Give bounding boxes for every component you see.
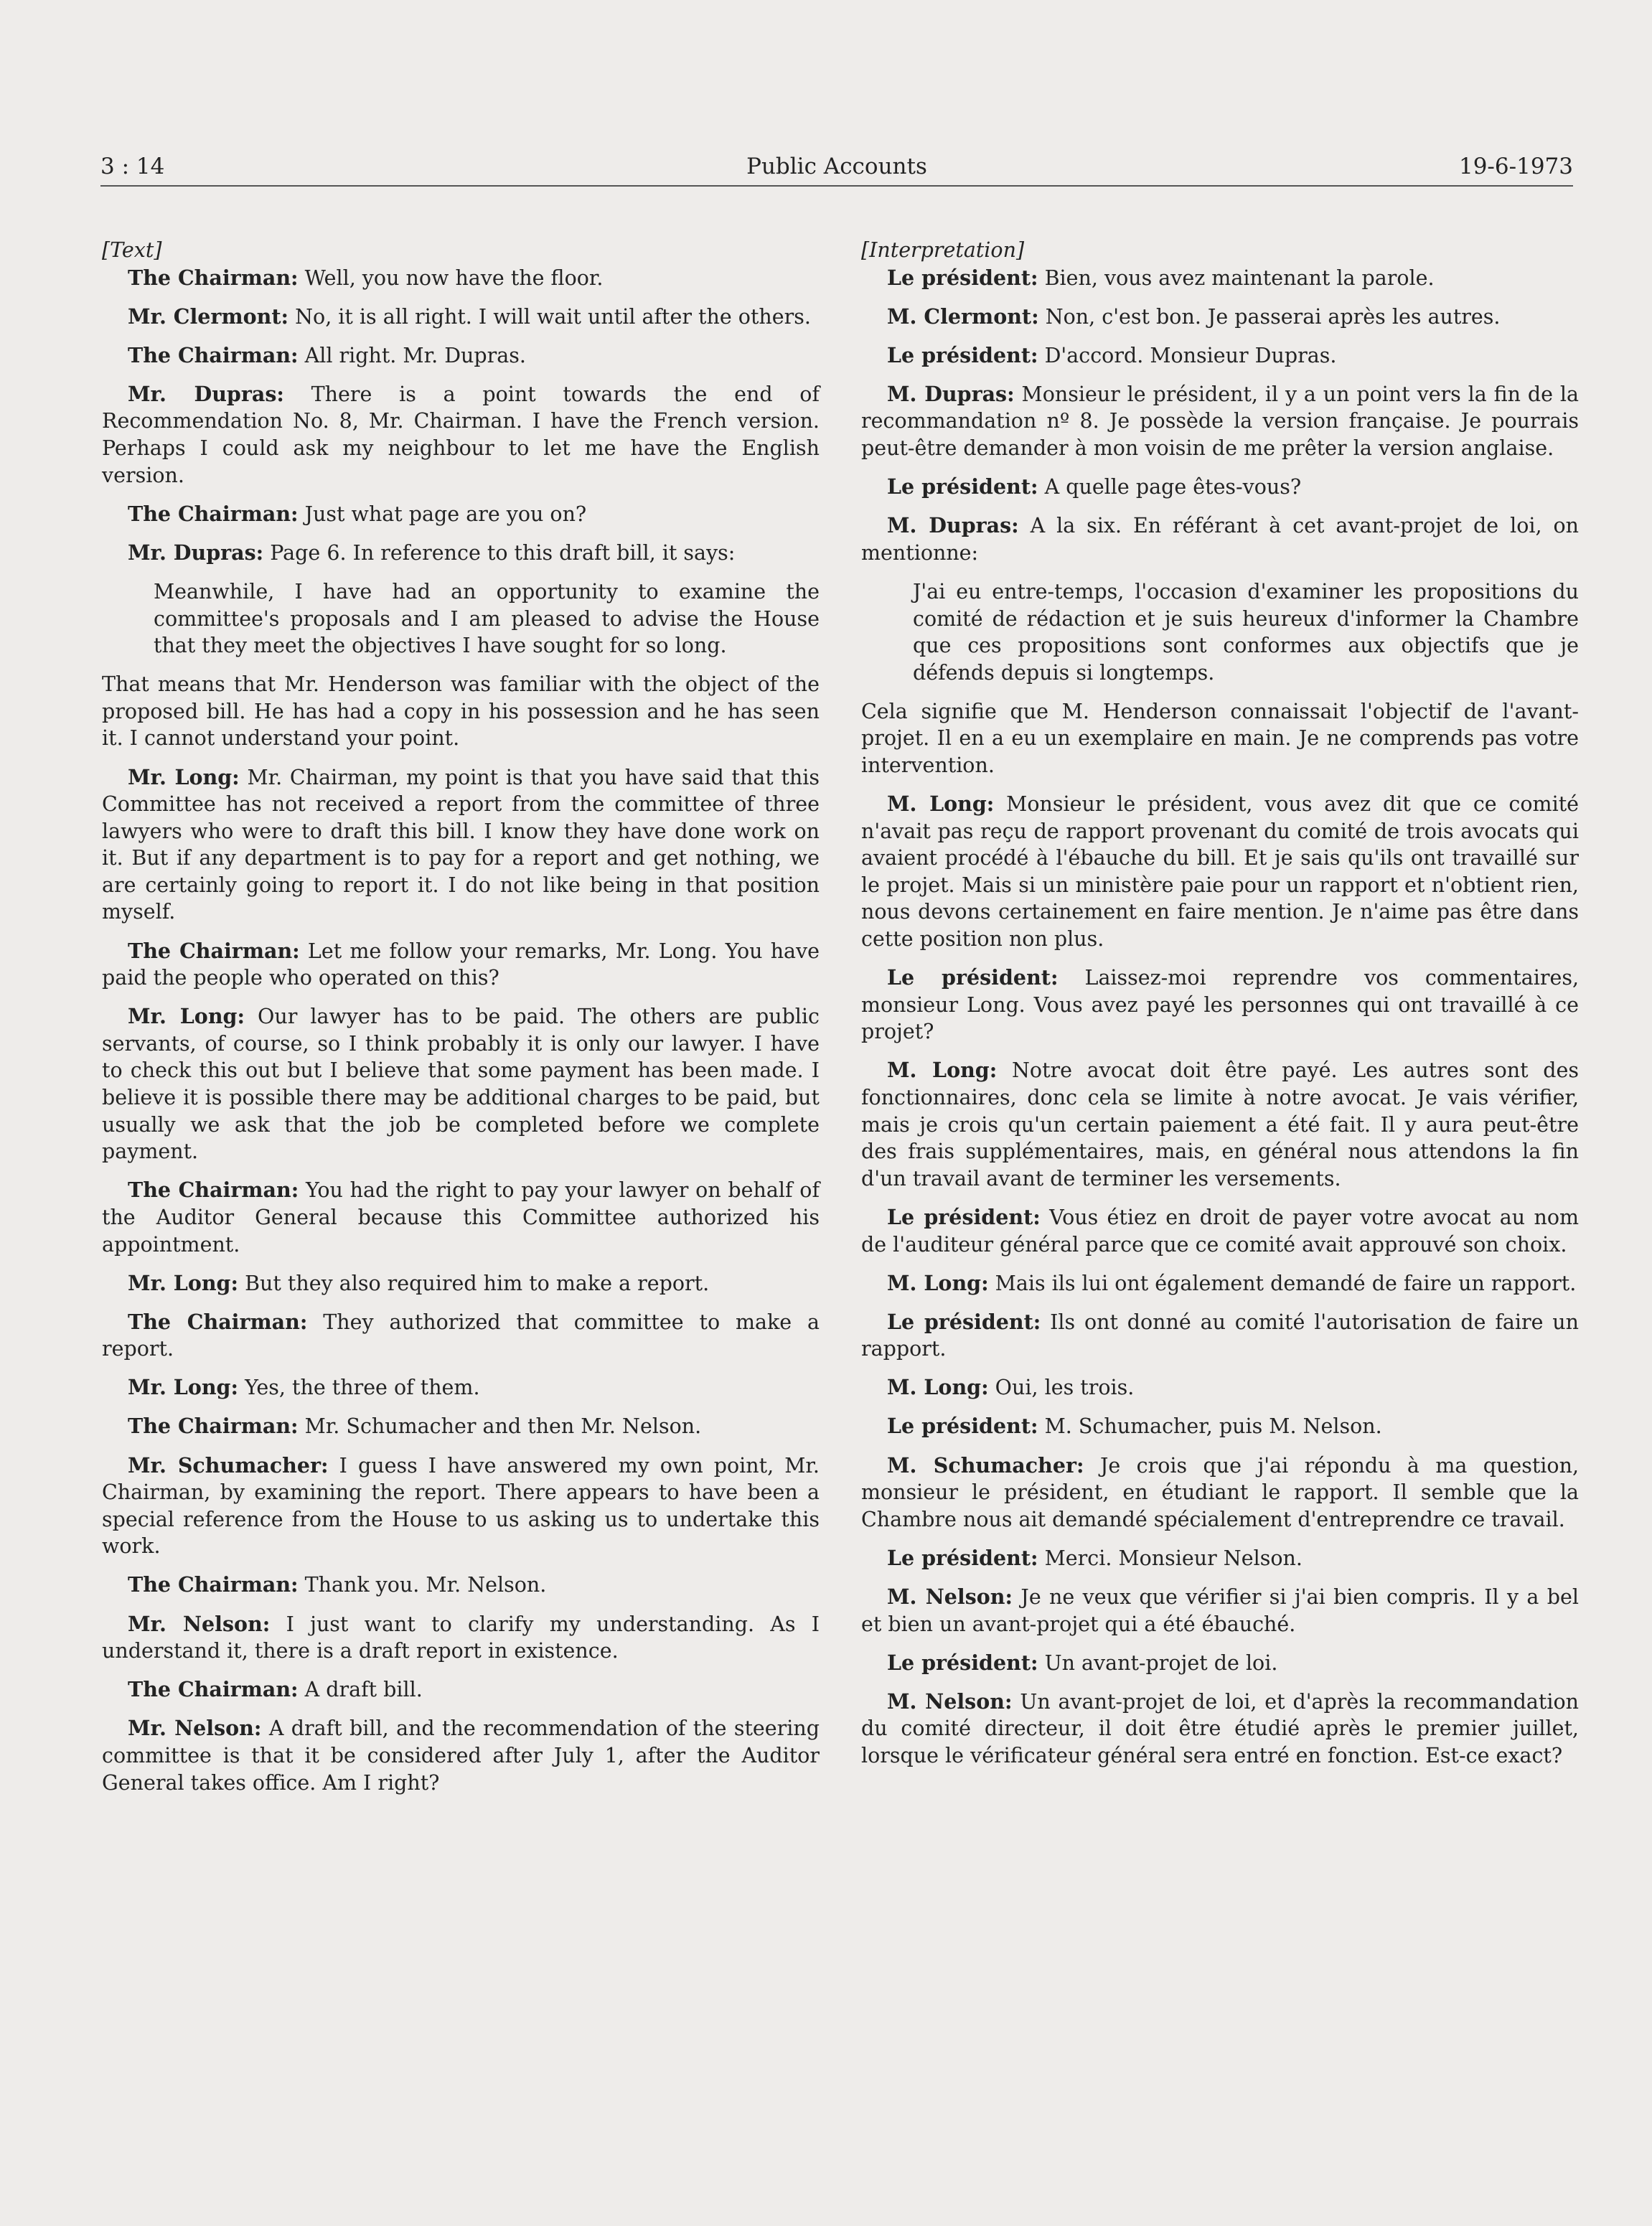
speaker-name: M. Nelson: (887, 1689, 1013, 1714)
speech-paragraph (102, 304, 820, 331)
speech-text: Let me follow your remarks, Mr. Long. You have paid the people who operated on this? (102, 939, 820, 990)
speech-text: Thank you. Mr. Nelson. (304, 1573, 547, 1597)
speech-text: Notre avocat doit être payé. Les autres sont des fonctionnaires, donc cela se limite à notre avocat. Je vais vérifier, mais je crois qu'un certain paiement a été fait. Il y aura peut-être des frais supplémentaires, mais, en général nous attendons la fin d'un travail avant de terminer les versements. (861, 1058, 1580, 1191)
speech-text: Well, you now have the floor. (304, 266, 604, 290)
speaker-name: M. Nelson: (887, 1584, 1013, 1609)
speech-paragraph (861, 1057, 1579, 1192)
speech-paragraph (102, 1177, 820, 1258)
speech-paragraph (102, 501, 820, 528)
speech-text: A la six. En référant à cet avant-projet de loi, on mentionne: (861, 514, 1579, 565)
speech-paragraph (861, 964, 1579, 1046)
speech-text: Je crois que j'ai répondu à ma question, monsieur le président, en étudiant le rapport. Il semble que la Chambre nous ait demandé spécialement d'entreprendre ce travail. (861, 1453, 1579, 1531)
speech-paragraph (861, 512, 1579, 566)
section-tag-label: Interpretation (869, 238, 1016, 262)
speech-paragraph (102, 1572, 820, 1599)
speech-paragraph (861, 265, 1579, 292)
block-quote: J'ai eu entre-temps, l'occasion d'examiner les propositions du comité de rédaction et je suis heureux d'informer la Chambre que ces propositions sont conformes aux objectifs que je défends depuis si longtemps. (913, 579, 1579, 685)
speech-text: D'accord. Monsieur Dupras. (1044, 343, 1337, 367)
speech-paragraph (102, 764, 820, 926)
section-tag-label: Text (110, 238, 154, 262)
speech-paragraph (861, 1204, 1579, 1258)
speech-text: M. Schumacher, puis M. Nelson. (1044, 1414, 1382, 1439)
speaker-name: Mr. Dupras: (128, 540, 264, 565)
speech-text: Monsieur le président, vous avez dit que ce comité n'avait pas reçu de rapport provenant du comité de trois avocats qui avaient procédé à l'ébauche du bill. Et je sais qu'ils ont travaillé sur le projet. Mais si un ministère paie pour un rapport et n'obtient rien, nous devons certainement en faire mention. Je n'aime pas être dans cette position non plus. (861, 792, 1580, 952)
speech-text: Page 6. In reference to this draft bill, it says: (270, 540, 736, 565)
speech-text: Je ne veux que vérifier si j'ai bien compris. Il y a bel et bien un avant-projet qui a été ébauché. (861, 1584, 1579, 1636)
speaker-name: The Chairman: (128, 1677, 299, 1702)
page-number: 3 : 14 (100, 154, 165, 179)
speech-paragraph (861, 1689, 1579, 1770)
speaker-name: M. Dupras: (887, 513, 1019, 538)
speech-text: Mais ils lui ont également demandé de faire un rapport. (995, 1271, 1577, 1295)
speaker-name: Mr. Long: (128, 1270, 239, 1295)
speech-paragraph (861, 381, 1579, 462)
speaker-name: Mr. Nelson: (128, 1611, 271, 1636)
speech-paragraph (861, 1309, 1579, 1363)
speech-continuation: That means that Mr. Henderson was familiar with the object of the proposed bill. He has had a copy in his possession and he has seen it. I cannot understand your point. (102, 672, 820, 751)
speech-text: Our lawyer has to be paid. The others are public servants, of course, so I think probably it is only our lawyer. I have to check this out but I believe that some payment has been made. I believe it is possible there may be additional charges to be paid, but usually we ask that the job be completed before we complete payment. (102, 1005, 820, 1164)
speech-paragraph (861, 1584, 1579, 1638)
speech-paragraph (102, 1676, 820, 1704)
speech-text: Just what page are you on? (304, 502, 587, 526)
speech-text: Ils ont donné au comité l'autorisation de faire un rapport. (861, 1310, 1580, 1361)
speaker-name: M. Dupras: (887, 381, 1015, 406)
speech-text: There is a point towards the end of Recommendation No. 8, Mr. Chairman. I have the French version. Perhaps I could ask my neighbour to let me have the English version. (102, 382, 820, 487)
speaker-name: M. Long: (887, 1058, 998, 1083)
speaker-name: Le président: (887, 1204, 1041, 1229)
speaker-name: The Chairman: (128, 1572, 299, 1597)
speaker-name: M. Long: (887, 792, 995, 817)
speech-text: Monsieur le président, il y a un point vers la fin de la recommandation nº 8. Je possède la version française. Je pourrais peut-être demander à mon voisin de me prêter la version anglaise. (861, 382, 1579, 461)
speech-text: All right. Mr. Dupras. (304, 343, 526, 367)
speech-continuation: Cela signifie que M. Henderson connaissait l'objectif de l'avant-projet. Il en a eu un exemplaire en main. Je ne comprends pas votre intervention. (861, 699, 1579, 777)
speaker-name: Le président: (887, 965, 1059, 990)
speech-paragraph (102, 1003, 820, 1165)
speaker-name: M. Long: (887, 1375, 989, 1400)
speech-text: A draft bill, and the recommendation of the steering committee is that it be considered after July 1, after the Auditor General takes office. Am I right? (102, 1717, 820, 1795)
speech-text: I just want to clarify my understanding. As I understand it, there is a draft report in existence. (102, 1612, 820, 1663)
speech-text: A quelle page êtes-vous? (1044, 475, 1302, 499)
speech-paragraph (102, 1611, 820, 1665)
speech-paragraph (861, 304, 1579, 331)
section-tag: [Text] (102, 238, 162, 262)
speech-text: You had the right to pay your lawyer on behalf of the Auditor General because this Committee authorized his appointment. (102, 1178, 820, 1257)
speaker-name: Mr. Clermont: (128, 304, 289, 329)
speech-text: I guess I have answered my own point, Mr. Chairman, by examining the report. There appears to have been a special reference from the House to us asking us to undertake this work. (102, 1453, 820, 1559)
speaker-name: The Chairman: (128, 501, 299, 526)
speaker-name: Mr. Schumacher: (128, 1452, 329, 1478)
speaker-name: Mr. Long: (128, 1375, 239, 1400)
speaker-name: The Chairman: (128, 342, 299, 367)
block-quote: Meanwhile, I have had an opportunity to examine the committee's proposals and I am pleased to advise the House that they meet the objectives I have sought for so long. (154, 579, 820, 658)
speech-paragraph (102, 1715, 820, 1796)
speaker-name: The Chairman: (128, 265, 299, 290)
speech-paragraph (102, 938, 820, 992)
speaker-name: Le président: (887, 474, 1038, 499)
committee-name: Public Accounts (746, 154, 927, 179)
speech-text: Mr. Chairman, my point is that you have said that this Committee has not received a report from the committee of three lawyers who were to draft this bill. I know they have done work on it. But if any department is to pay for a report and get nothing, we are certainly going to report it. I do not like being in that position myself. (102, 765, 820, 924)
speech-paragraph (861, 1452, 1579, 1534)
running-header (100, 154, 1573, 187)
speech-paragraph (861, 1270, 1579, 1297)
session-date: 19-6-1973 (1458, 154, 1573, 179)
speech-paragraph (861, 1545, 1579, 1572)
speech-paragraph (102, 1413, 820, 1440)
speaker-name: The Chairman: (128, 1178, 299, 1203)
speech-paragraph (102, 1309, 820, 1363)
speech-text: Un avant-projet de loi, et d'après la recommandation du comité directeur, il doit être étudié après le premier juillet, lorsque le vérificateur général sera entré en fonction. Est-ce exact? (861, 1689, 1580, 1767)
speech-text: Vous étiez en droit de payer votre avocat au nom de l'auditeur général parce que ce comité avait approuvé son choix. (861, 1205, 1580, 1257)
speech-text: Laissez-moi reprendre vos commentaires, monsieur Long. Vous avez payé les personnes qui ont travaillé à ce projet? (861, 966, 1579, 1044)
speech-paragraph (861, 1650, 1579, 1677)
speech-text: Oui, les trois. (995, 1376, 1135, 1400)
speaker-name: Le président: (887, 1309, 1041, 1334)
french-column (861, 237, 1579, 1781)
speaker-name: Le président: (887, 1545, 1038, 1570)
speech-text: No, it is all right. I will wait until after the others. (295, 304, 811, 329)
speech-paragraph (102, 381, 820, 489)
speech-text: Non, c'est bon. Je passerai après les autres. (1045, 304, 1501, 329)
speech-text: They authorized that committee to make a report. (102, 1310, 820, 1361)
speaker-name: Mr. Long: (128, 1004, 245, 1029)
speech-paragraph (102, 540, 820, 567)
speaker-name: Le président: (887, 342, 1038, 367)
speech-paragraph (861, 474, 1579, 501)
speech-text: Merci. Monsieur Nelson. (1044, 1546, 1303, 1570)
speaker-name: M. Long: (887, 1270, 989, 1295)
speech-paragraph (102, 265, 820, 292)
speech-paragraph (102, 342, 820, 370)
speech-paragraph (861, 342, 1579, 370)
speech-paragraph (102, 1452, 820, 1560)
speaker-name: Mr. Long: (128, 764, 240, 789)
speech-text: Un avant-projet de loi. (1044, 1650, 1278, 1675)
speaker-name: The Chairman: (128, 1414, 299, 1439)
speech-text: Bien, vous avez maintenant la parole. (1044, 266, 1435, 290)
speech-paragraph (102, 1270, 820, 1297)
speaker-name: M. Schumacher: (887, 1452, 1084, 1478)
speaker-name: M. Clermont: (887, 304, 1039, 329)
section-tag: [Interpretation] (861, 238, 1025, 262)
speech-paragraph (861, 1413, 1579, 1440)
speech-paragraph (102, 1374, 820, 1401)
speaker-name: Le président: (887, 1414, 1038, 1439)
speaker-name: The Chairman: (128, 1309, 308, 1334)
speaker-name: Le président: (887, 265, 1038, 290)
english-column (102, 237, 820, 1808)
speaker-name: The Chairman: (128, 938, 300, 963)
speech-paragraph (861, 1374, 1579, 1401)
speech-text: Mr. Schumacher and then Mr. Nelson. (304, 1414, 702, 1439)
speech-text: Yes, the three of them. (245, 1376, 480, 1400)
speech-text: But they also required him to make a report. (245, 1271, 710, 1295)
speech-paragraph (861, 791, 1579, 953)
speaker-name: Le président: (887, 1650, 1038, 1675)
speaker-name: Mr. Dupras: (128, 381, 284, 406)
speech-text: A draft bill. (304, 1678, 423, 1702)
speaker-name: Mr. Nelson: (128, 1716, 262, 1741)
